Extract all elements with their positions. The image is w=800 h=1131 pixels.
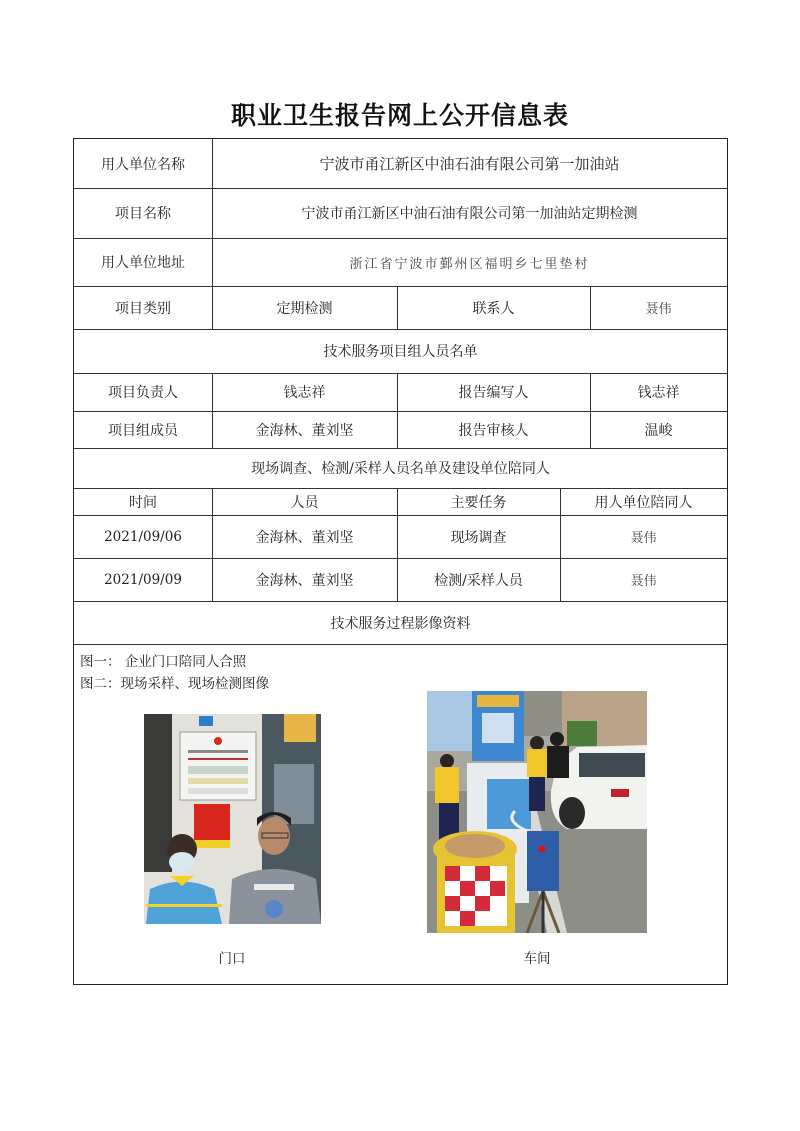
survey-section-heading: 现场调查、检测/采样人员名单及建设单位陪同人	[251, 461, 550, 477]
document-title: 职业卫生报告网上公开信息表	[230, 101, 569, 130]
figure-1-caption: 图一： 企业门口陪同人合照	[80, 654, 247, 670]
contact-value: 聂伟	[645, 302, 672, 317]
figure-2-caption: 图二：现场采样、现场检测图像	[80, 676, 269, 692]
contact-label: 联系人	[472, 300, 515, 317]
project-type-value: 定期检测	[276, 300, 333, 317]
members-label: 项目组成员	[108, 422, 178, 439]
table-row-date: 2021/09/06	[104, 528, 182, 545]
table-row-date: 2021/09/09	[104, 571, 182, 588]
reviewer-value: 温峻	[644, 422, 673, 439]
column-header-task: 主要任务	[450, 494, 507, 511]
media-section-heading: 技术服务过程影像资料	[330, 615, 471, 632]
info-table	[73, 138, 728, 985]
entrance-photo-image	[144, 714, 321, 924]
leader-value: 钱志祥	[283, 385, 326, 401]
column-header-time: 时间	[129, 494, 157, 511]
table-row-personnel: 金海林、董刘坚	[255, 529, 354, 546]
entrance-photo	[144, 714, 321, 924]
project-name-value: 宁波市甬江新区中油石油有限公司第一加油站定期检测	[301, 206, 638, 222]
workshop-photo-label: 车间	[523, 951, 551, 967]
writer-label: 报告编写人	[458, 385, 529, 401]
employer-address-value: 浙江省宁波市鄞州区福明乡七里垫村	[349, 256, 590, 272]
entrance-photo-label: 门口	[218, 951, 246, 967]
team-section-heading: 技术服务项目组人员名单	[323, 344, 478, 360]
project-type-label: 项目类别	[115, 300, 171, 317]
divider	[74, 644, 727, 645]
employer-name-value: 宁波市甬江新区中油石油有限公司第一加油站	[319, 155, 620, 173]
table-row-task: 检测/采样人员	[434, 572, 523, 589]
column-header-escort: 用人单位陪同人	[594, 494, 693, 511]
column-header-personnel: 人员	[290, 494, 319, 511]
workshop-photo-image	[427, 691, 647, 933]
table-row-escort: 聂伟	[630, 531, 657, 546]
table-row-personnel: 金海林、董刘坚	[255, 572, 354, 589]
employer-address-label: 用人单位地址	[101, 255, 185, 271]
table-row-escort: 聂伟	[630, 574, 657, 589]
table-row-task: 现场调查	[450, 529, 507, 546]
project-name-label: 项目名称	[115, 206, 171, 222]
reviewer-label: 报告审核人	[458, 422, 529, 439]
members-value: 金海林、董刘坚	[255, 422, 354, 439]
writer-value: 钱志祥	[637, 385, 680, 401]
employer-name-label: 用人单位名称	[101, 156, 185, 173]
leader-label: 项目负责人	[108, 385, 178, 401]
workshop-photo	[427, 691, 647, 933]
